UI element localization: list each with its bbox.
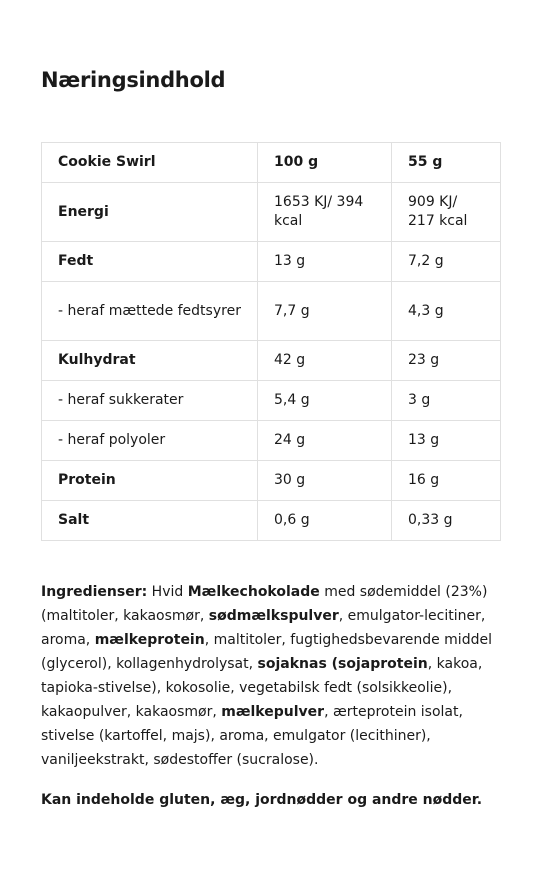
value-per-100g: 1653 KJ/ 394 kcal	[258, 183, 392, 242]
value-per-100g: 5,4 g	[258, 381, 392, 421]
nutrient-label: Protein	[42, 461, 258, 501]
table-row	[42, 501, 501, 541]
table-row	[42, 381, 501, 421]
value-per-55g: 23 g	[392, 341, 501, 381]
nutrient-label: - heraf polyoler	[42, 421, 258, 461]
page-title: Næringsindhold	[41, 68, 226, 92]
ingredient-allergen: sojaknas (sojaprotein	[257, 656, 428, 672]
allergy-note: Kan indeholde gluten, æg, jordnødder og andre nødder.	[41, 792, 483, 808]
header-product-name: Cookie Swirl	[42, 143, 258, 183]
value-per-100g: 30 g	[258, 461, 392, 501]
header-per-55g: 55 g	[392, 143, 501, 183]
value-per-100g: 24 g	[258, 421, 392, 461]
value-per-55g: 0,33 g	[392, 501, 501, 541]
table-row	[42, 421, 501, 461]
nutrition-table	[41, 142, 501, 541]
ingredient-text: , maltitoler, fugtighedsbevarende middel (glycerol), kollagenhydrolysat,	[41, 632, 492, 672]
value-per-100g: 7,7 g	[258, 282, 392, 341]
ingredient-allergen: mælkepulver	[221, 704, 325, 720]
ingredient-allergen: sødmælkspulver	[208, 608, 339, 624]
table-row	[42, 341, 501, 381]
nutrient-label: - heraf sukkerater	[42, 381, 258, 421]
header-per-100g: 100 g	[258, 143, 392, 183]
ingredients-label: Ingredienser:	[41, 584, 148, 600]
value-per-55g: 7,2 g	[392, 242, 501, 282]
table-row	[42, 242, 501, 282]
value-per-100g: 42 g	[258, 341, 392, 381]
table-row	[42, 282, 501, 341]
nutrient-label: - heraf mættede fedtsyrer	[42, 282, 258, 341]
table-header-row	[42, 143, 501, 183]
value-per-55g: 909 KJ/ 217 kcal	[392, 183, 501, 242]
nutrient-label: Fedt	[42, 242, 258, 282]
value-per-55g: 16 g	[392, 461, 501, 501]
nutrient-label: Energi	[42, 183, 258, 242]
value-per-55g: 13 g	[392, 421, 501, 461]
ingredient-allergen: Mælkechokolade	[187, 584, 320, 600]
ingredient-text: , emulgator-lecitiner, aroma,	[41, 608, 486, 648]
ingredient-text: med sødemiddel (23%) (maltitoler, kakaosmør,	[41, 584, 488, 624]
value-per-100g: 0,6 g	[258, 501, 392, 541]
ingredients-text	[41, 580, 511, 772]
ingredient-text: , ærteprotein isolat, stivelse (kartoffel, majs), aroma, emulgator (lecithiner), vaniljeekstrakt, sødestoffer (sucralose).	[41, 704, 463, 768]
table-row	[42, 461, 501, 501]
ingredient-text: Hvid	[147, 584, 188, 600]
value-per-100g: 13 g	[258, 242, 392, 282]
table-row	[42, 183, 501, 242]
value-per-55g: 4,3 g	[392, 282, 501, 341]
nutrient-label: Kulhydrat	[42, 341, 258, 381]
value-per-55g: 3 g	[392, 381, 501, 421]
ingredient-text: , kakoa, tapioka-stivelse), kokosolie, vegetabilsk fedt (solsikkeolie), kakaopulver, kakaosmør,	[41, 656, 483, 720]
nutrient-label: Salt	[42, 501, 258, 541]
ingredient-allergen: mælkeprotein	[94, 632, 205, 648]
